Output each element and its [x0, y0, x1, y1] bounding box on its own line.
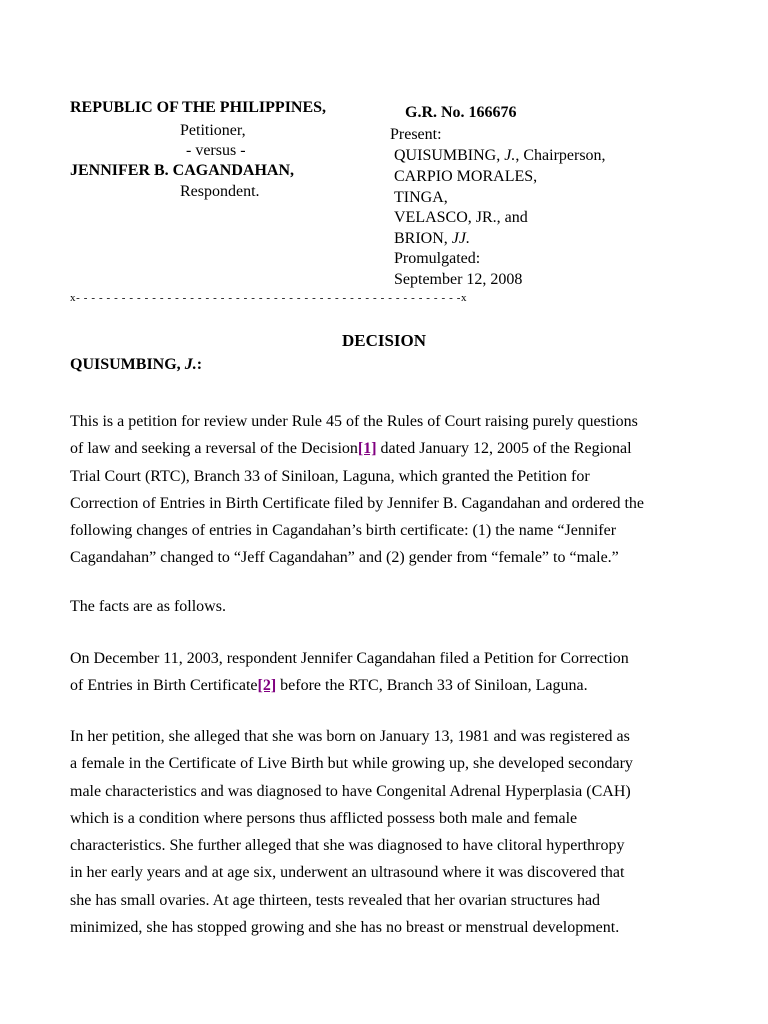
promulgated-label: Promulgated: [394, 250, 481, 267]
footnote-1-link[interactable]: [1] [357, 440, 377, 458]
paragraph-line: male characteristics and was diagnosed to have Congenital Adrenal Hyperplasia (CAH) [70, 782, 631, 800]
paragraph-line: in her early years and at age six, underwent an ultrasound where it was discovered that [70, 864, 625, 882]
caption-separator: x- - - - - - - - - - - - - - - - - - - - - - - - - - - - - - - - - - - - - - - - - - - - - - - - - - -x [70, 292, 468, 304]
promulgated-date: September 12, 2008 [394, 271, 523, 288]
justice-quisumbing [394, 146, 606, 166]
paragraph-line: In her petition, she alleged that she was born on January 13, 1981 and was registered as [70, 728, 630, 745]
ponente-name: QUISUMBING, [70, 356, 185, 373]
justice-brion [394, 229, 470, 249]
footnote-2-link[interactable]: [2] [257, 677, 277, 695]
paragraph-line: following changes of entries in Cagandahan’s birth certificate: (1) the name “Jennifer [70, 522, 617, 540]
justice-role: , Chairperson, [515, 147, 606, 164]
paragraph-line: This is a petition for review under Rule 45 of the Rules of Court raising purely questions [70, 413, 638, 430]
justice-abbr: JJ. [451, 230, 470, 247]
respondent-name: JENNIFER B. CAGANDAHAN, [70, 162, 295, 179]
justice-name: BRION, [394, 230, 452, 247]
paragraph-line: she has small ovaries. At age thirteen, tests revealed that her ovarian structures had [70, 891, 601, 909]
justice-carpio-morales: CARPIO MORALES, [394, 168, 538, 185]
paragraph-line: minimized, she has stopped growing and she has no breast or menstrual development. [70, 919, 620, 937]
justice-velasco: VELASCO, JR., and [394, 209, 528, 226]
paragraph-1 [70, 408, 710, 572]
versus-label: - versus - [186, 142, 246, 159]
line-text: of Entries in Birth Certificate [70, 677, 258, 695]
paragraph-2 [70, 593, 710, 620]
petitioner-role: Petitioner, [180, 122, 246, 139]
paragraph-4 [70, 723, 710, 941]
paragraph-line: The facts are as follows. [70, 598, 226, 615]
decision-title: DECISION [341, 331, 427, 350]
paragraph-line: which is a condition where persons thus afflicted possess both male and female [70, 809, 578, 827]
justice-abbr: J. [504, 147, 516, 164]
paragraph-3 [70, 645, 710, 700]
paragraph-line [70, 672, 710, 699]
ponente [70, 355, 202, 375]
paragraph-line: characteristics. She further alleged that she was diagnosed to have clitoral hyperthropy [70, 837, 625, 855]
paragraph-line: a female in the Certificate of Live Birth but while growing up, she developed secondary [70, 755, 633, 773]
paragraph-line: Cagandahan” changed to “Jeff Cagandahan” and (2) gender from “female” to “male.” [70, 549, 619, 567]
present-label: Present: [390, 126, 442, 143]
ponente-abbr: J. [184, 356, 197, 373]
line-text: dated January 12, 2005 of the Regional [376, 440, 632, 458]
paragraph-line: Correction of Entries in Birth Certificate filed by Jennifer B. Cagandahan and ordered the [70, 494, 645, 512]
line-text: of law and seeking a reversal of the Decision [70, 440, 358, 458]
petitioner-name: REPUBLIC OF THE PHILIPPINES, [70, 99, 327, 116]
paragraph-line: Trial Court (RTC), Branch 33 of Siniloan, Laguna, which granted the Petition for [70, 467, 590, 485]
paragraph-line: On December 11, 2003, respondent Jennifer Cagandahan filed a Petition for Correction [70, 650, 629, 667]
justice-name: QUISUMBING, [394, 147, 505, 164]
ponente-colon: : [196, 356, 203, 373]
line-text: before the RTC, Branch 33 of Siniloan, Laguna. [276, 677, 588, 695]
justice-tinga: TINGA, [394, 189, 448, 206]
gr-number: G.R. No. 166676 [405, 104, 517, 121]
paragraph-line [70, 435, 710, 462]
respondent-role: Respondent. [180, 183, 260, 200]
